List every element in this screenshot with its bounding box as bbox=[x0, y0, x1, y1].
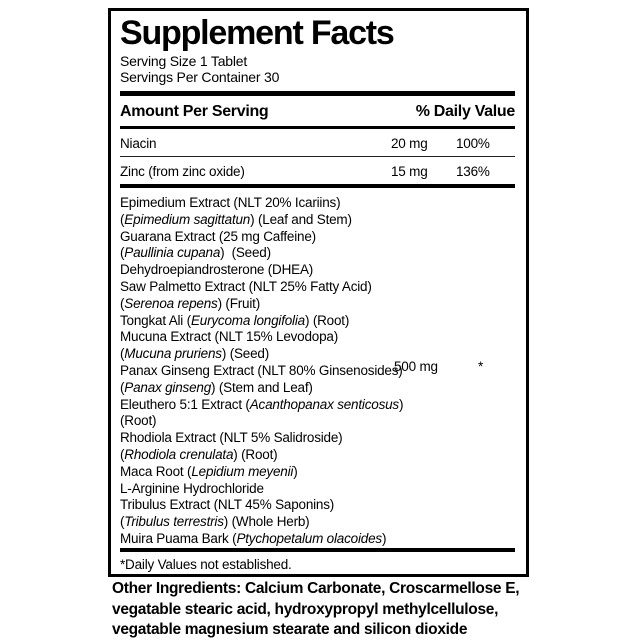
nutrient-amount: 15 mg bbox=[391, 164, 428, 179]
blend-line: Rhodiola Extract (NLT 5% Salidroside) bbox=[120, 430, 343, 446]
blend-line: (Paullinia cupana) (Seed) bbox=[120, 245, 271, 261]
blend-lines bbox=[120, 195, 515, 548]
blend-line: (Panax ginseng) (Stem and Leaf) bbox=[120, 379, 313, 395]
blend-line: Eleuthero 5:1 Extract (Acanthopanax senticosus) bbox=[120, 396, 404, 412]
column-header-row bbox=[120, 96, 515, 126]
servings-per-container-text: Servings Per Container 30 bbox=[120, 69, 280, 85]
blend-line: Tongkat Ali (Eurycoma longifolia) (Root) bbox=[120, 312, 350, 328]
other-ingredients-line: vegatable stearic acid, hydroxypropyl methylcellulose, bbox=[112, 600, 499, 618]
blend-line: L-Arginine Hydrochloride bbox=[120, 480, 264, 496]
other-ingredients-line: Other Ingredients: Calcium Carbonate, Croscarmellose E, bbox=[112, 580, 520, 597]
blend-line: Saw Palmetto Extract (NLT 25% Fatty Acid) bbox=[120, 278, 372, 294]
blend-line: (Root) bbox=[120, 413, 157, 429]
nutrient-dv: 100% bbox=[456, 136, 490, 151]
daily-value-header: % Daily Value bbox=[415, 103, 515, 120]
nutrient-row-niacin bbox=[120, 129, 515, 157]
blend-line: (Rhodiola crenulata) (Root) bbox=[120, 446, 278, 462]
blend-line: Dehydroepiandrosterone (DHEA) bbox=[120, 262, 314, 278]
other-ingredients-line: vegatable magnesium stearate and silicon dioxide bbox=[112, 621, 468, 638]
amount-per-serving-header: Amount Per Serving bbox=[120, 103, 269, 120]
blend-line: Epimedium Extract (NLT 20% Icariins) bbox=[120, 195, 341, 210]
blend-line: Tribulus Extract (NLT 45% Saponins) bbox=[120, 497, 335, 513]
blend-amount: 500 mg bbox=[394, 359, 438, 374]
other-ingredients-block bbox=[112, 579, 582, 640]
supplement-facts-panel bbox=[108, 8, 529, 577]
blend-line: Muira Puama Bark (Ptychopetalum olacoides) bbox=[120, 530, 387, 546]
nutrient-dv: 136% bbox=[456, 164, 490, 179]
nutrient-row-zinc bbox=[120, 157, 515, 184]
blend-line: Panax Ginseng Extract (NLT 80% Ginsenosides) bbox=[120, 362, 403, 378]
blend-line: Maca Root (Lepidium meyenii) bbox=[120, 463, 298, 479]
blend-section bbox=[120, 188, 515, 548]
blend-line: Guarana Extract (25 mg Caffeine) bbox=[120, 228, 316, 244]
blend-line: Mucuna Extract (NLT 15% Levodopa) bbox=[120, 329, 339, 345]
nutrient-name: Niacin bbox=[120, 136, 157, 151]
blend-line: (Epimedium sagittatun) (Leaf and Stem) bbox=[120, 211, 352, 227]
serving-size-text: Serving Size 1 Tablet bbox=[120, 53, 248, 69]
blend-dv-asterisk: * bbox=[478, 359, 484, 374]
daily-value-footnote: *Daily Values not established. bbox=[120, 556, 292, 572]
blend-line: (Serenoa repens) (Fruit) bbox=[120, 295, 261, 311]
blend-line: (Mucuna pruriens) (Seed) bbox=[120, 346, 270, 362]
nutrient-amount: 20 mg bbox=[391, 136, 428, 151]
blend-line: (Tribulus terrestris) (Whole Herb) bbox=[120, 514, 310, 530]
panel-title: Supplement Facts bbox=[120, 14, 394, 52]
nutrient-name: Zinc (from zinc oxide) bbox=[120, 164, 245, 179]
